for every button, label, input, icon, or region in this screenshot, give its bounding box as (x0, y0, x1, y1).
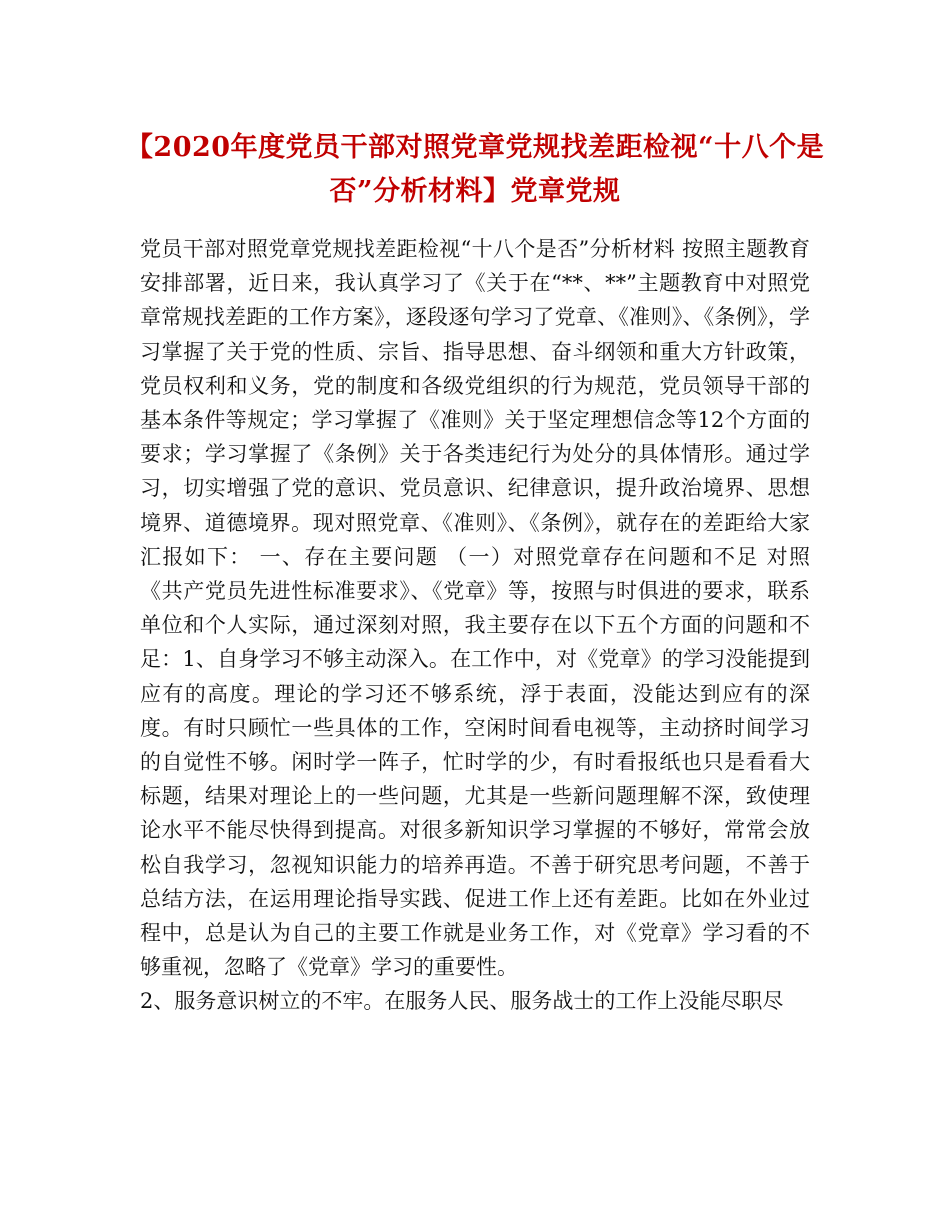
document-title: 【2020年度党员干部对照党章党规找差距检视“十八个是否”分析材料】党章党规 (125, 132, 825, 207)
paragraph-2: 2、服务意识树立的不牢。在服务人民、服务战士的工作上没能尽职尽 (140, 989, 784, 1014)
document-body (140, 232, 810, 1019)
paragraph-1: 党员干部对照党章党规找差距检视“十八个是否”分析材料 按照主题教育安排部署，近日来，我认真学习了《关于在“**、**”主题教育中对照党章常规找差距的工作方案》，逐段逐句学习了党章、《准则》、《条例》，学习掌握了关于党的性质、宗旨、指导思想、奋斗纲领和重大方针政策，党员权利和义务，党的制度和各级党组织的行为规范，党员领导干部的基本条件等规定；学习掌握了《准则》关于坚定理想信念等12个方面的要求；学习掌握了《条例》关于各类违纪行为处分的具体情形。通过学习，切实增强了党的意识、党员意识、纪律意识，提升政治境界、思想境界、道德境界。现对照党章、《准则》、《条例》，就存在的差距给大家汇报如下： 一、存在主要问题 （一）对照党章存在问题和不足 对照《共产党员先进性标准要求》、《党章》等，按照与时俱进的要求，联系单位和个人实际，通过深刻对照，我主要存在以下五个方面的问题和不足：1、自身学习不够主动深入。在工作中，对《党章》的学习没能提到应有的高度。理论的学习还不够系统，浮于表面，没能达到应有的深度。有时只顾忙一些具体的工作，空闲时间看电视等，主动挤时间学习的自觉性不够。闲时学一阵子，忙时学的少，有时看报纸也只是看看大标题，结果对理论上的一些问题，尤其是一些新问题理解不深，致使理论水平不能尽快得到提高。对很多新知识学习掌握的不够好，常常会放松自我学习，忽视知识能力的培养再造。不善于研究思考问题，不善于总结方法，在运用理论指导实践、促进工作上还有差距。比如在外业过程中，总是认为自己的主要工作就是业务工作，对《党章》学习看的不够重视，忽略了《党章》学习的重要性。 (140, 237, 810, 980)
